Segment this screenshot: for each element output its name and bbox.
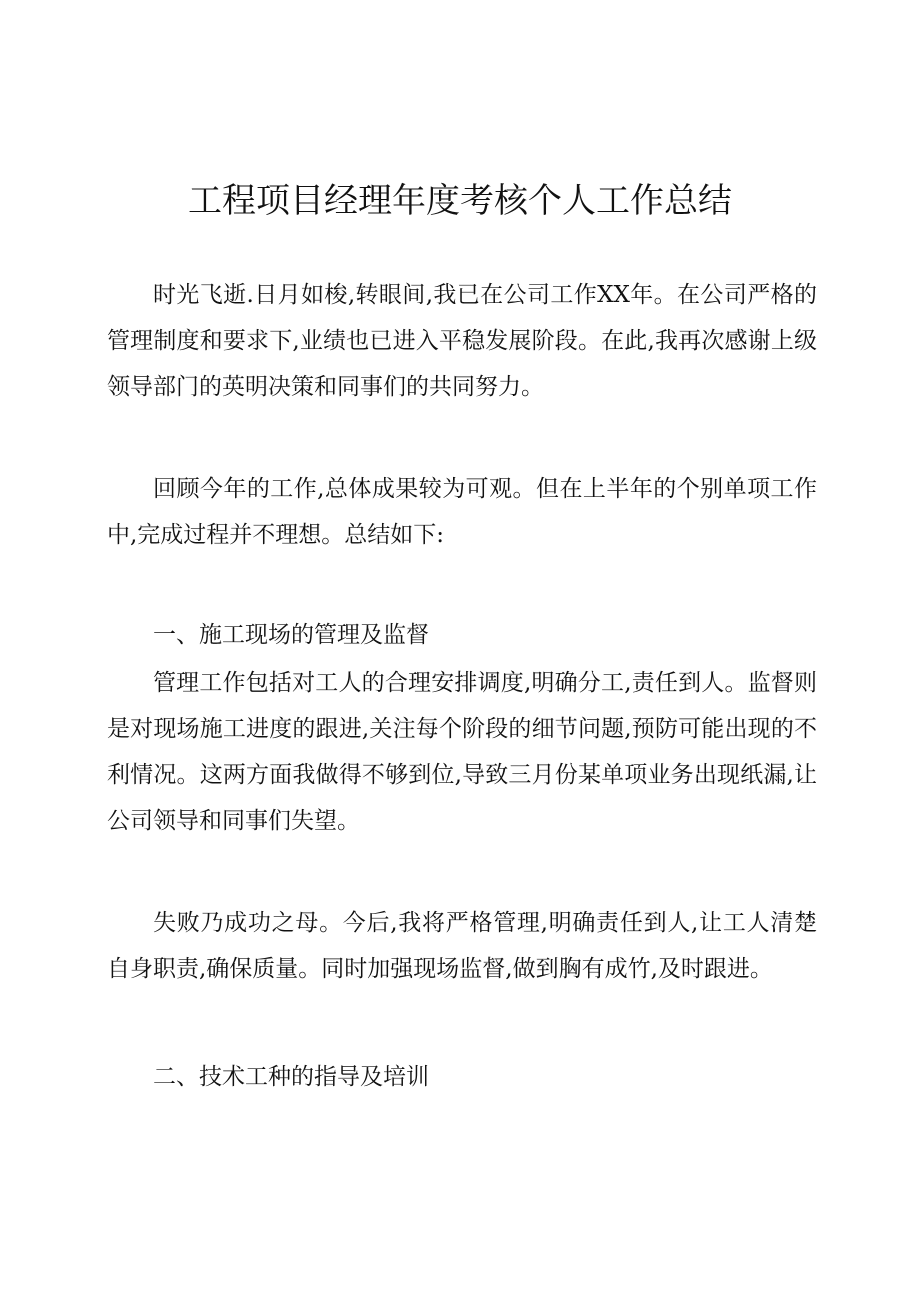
section-heading-technical-training: 二、技术工种的指导及培训 <box>153 1064 429 1090</box>
section-heading-site-management: 一、施工现场的管理及监督 <box>153 622 429 648</box>
paragraph-review: 回顾今年的工作,总体成果较为可观。但在上半年的个别单项工作中,完成过程并不理想。总结如下: <box>107 476 817 548</box>
paragraph-intro: 时光飞逝.日月如梭,转眼间,我已在公司工作XX年。在公司严格的管理制度和要求下,业绩也已进入平稳发展阶段。在此,我再次感谢上级领导部门的英明决策和同事们的共同努力。 <box>107 282 817 400</box>
paragraph-lessons: 失败乃成功之母。今后,我将严格管理,明确责任到人,让工人清楚自身职责,确保质量。同时加强现场监督,做到胸有成竹,及时跟进。 <box>107 910 817 982</box>
paragraph-management: 管理工作包括对工人的合理安排调度,明确分工,责任到人。监督则是对现场施工进度的跟进,关注每个阶段的细节问题,预防可能出现的不利情况。这两方面我做得不够到位,导致三月份某单项业务出现纸漏,让公司领导和同事们失望。 <box>107 670 817 834</box>
document-title: 工程项目经理年度考核个人工作总结 <box>188 181 732 221</box>
